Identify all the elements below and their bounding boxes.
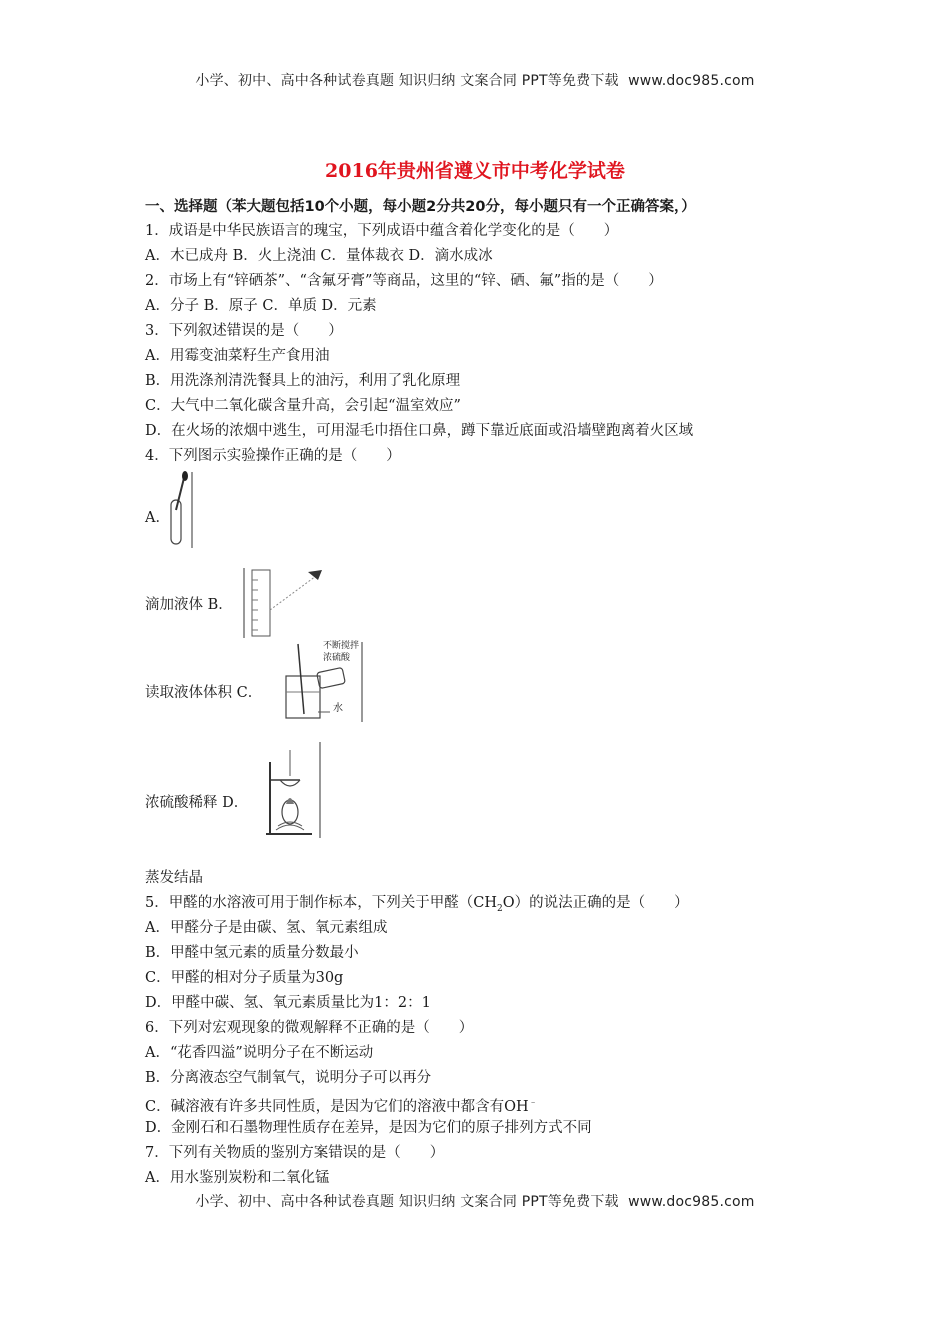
figure-dropping-liquid bbox=[165, 470, 195, 550]
page-header bbox=[0, 70, 950, 90]
question-1-options: A．木已成舟 B．火上浇油 C．量体裁衣 D．滴水成冰 bbox=[145, 248, 493, 264]
fig-c-label-water: 水 bbox=[333, 703, 343, 714]
footer-site[interactable]: www.doc985.com bbox=[628, 1194, 755, 1210]
footer-text: 小学、初中、高中各种试卷真题 知识归纳 文案合同 PPT等免费下载 bbox=[195, 1194, 619, 1210]
question-6-option-c-text: C．碱溶液有许多共同性质，是因为它们的溶液中都含有OH bbox=[145, 1098, 529, 1115]
question-6-option-c-sup: ﹣ bbox=[528, 1098, 538, 1108]
question-4-stem: 4．下列图示实验操作正确的是（ ） bbox=[145, 448, 401, 464]
question-3-option-d: D．在火场的浓烟中逃生，可用湿毛巾捂住口鼻，蹲下靠近底面或沿墙壁跑离着火区域 bbox=[145, 423, 694, 439]
question-4-label-c: 读取液体体积 C． bbox=[145, 685, 263, 701]
question-4-label-b: 滴加液体 B． bbox=[145, 597, 233, 613]
question-5-stem-post: O）的说法正确的是（ ） bbox=[502, 895, 689, 911]
question-5-option-b: B．甲醛中氢元素的质量分数最小 bbox=[145, 945, 359, 961]
question-4-label-d: 浓硫酸稀释 D． bbox=[145, 795, 249, 811]
question-4-label-end: 蒸发结晶 bbox=[145, 870, 203, 886]
question-4-label-a: A． bbox=[145, 510, 170, 526]
question-3-option-b: B．用洗涤剂清洗餐具上的油污，利用了乳化原理 bbox=[145, 373, 461, 389]
fig-c-label-acid: 浓硫酸 bbox=[323, 653, 351, 663]
question-3-stem: 3．下列叙述错误的是（ ） bbox=[145, 323, 343, 339]
question-3-option-a: A．用霉变油菜籽生产食用油 bbox=[145, 348, 330, 364]
question-5-option-a: A．甲醛分子是由碳、氢、氧元素组成 bbox=[145, 920, 388, 936]
question-5-option-d: D．甲醛中碳、氢、氧元素质量比为1：2：1 bbox=[145, 995, 431, 1011]
question-5-stem-pre: 5．甲醛的水溶液可用于制作标本，下列关于甲醛（CH bbox=[145, 895, 497, 911]
page-footer bbox=[0, 1191, 950, 1211]
question-1-stem: 1．成语是中华民族语言的瑰宝，下列成语中蕴含着化学变化的是（ ） bbox=[145, 223, 619, 239]
question-5-option-c: C．甲醛的相对分子质量为30g bbox=[145, 970, 344, 986]
question-2-options: A．分子 B．原子 C．单质 D．元素 bbox=[145, 298, 377, 314]
exam-title: 2016年贵州省遵义市中考化学试卷 bbox=[325, 160, 625, 182]
question-6-option-d: D．金刚石和石墨物理性质存在差异，是因为它们的原子排列方式不同 bbox=[145, 1120, 592, 1136]
question-6-option-c bbox=[145, 1094, 538, 1116]
section-heading: 一、选择题（苯大题包括10个小题，每小题2分共20分，每小题只有一个正确答案，） bbox=[145, 199, 696, 215]
question-7-option-a: A．用水鉴别炭粉和二氧化锰 bbox=[145, 1170, 330, 1186]
question-6-option-a: A．“花香四溢”说明分子在不断运动 bbox=[145, 1045, 374, 1061]
figure-reading-volume bbox=[242, 566, 332, 640]
question-6-option-b: B．分离液态空气制氧气，说明分子可以再分 bbox=[145, 1070, 432, 1086]
figure-evaporation bbox=[262, 740, 324, 840]
question-5-stem bbox=[145, 894, 689, 918]
question-7-stem: 7．下列有关物质的鉴别方案错误的是（ ） bbox=[145, 1145, 445, 1161]
question-5-stem-sub: 2 bbox=[496, 903, 503, 914]
header-site[interactable]: www.doc985.com bbox=[628, 73, 755, 89]
question-2-stem: 2．市场上有“锌硒茶”、“含氟牙膏”等商品，这里的“锌、硒、氟”指的是（ ） bbox=[145, 273, 663, 289]
header-text: 小学、初中、高中各种试卷真题 知识归纳 文案合同 PPT等免费下载 bbox=[195, 73, 619, 89]
fig-c-label-stir: 不断搅拌 bbox=[323, 641, 360, 651]
question-3-option-c: C．大气中二氧化碳含量升高，会引起“温室效应” bbox=[145, 398, 461, 414]
question-6-stem: 6．下列对宏观现象的微观解释不正确的是（ ） bbox=[145, 1020, 474, 1036]
